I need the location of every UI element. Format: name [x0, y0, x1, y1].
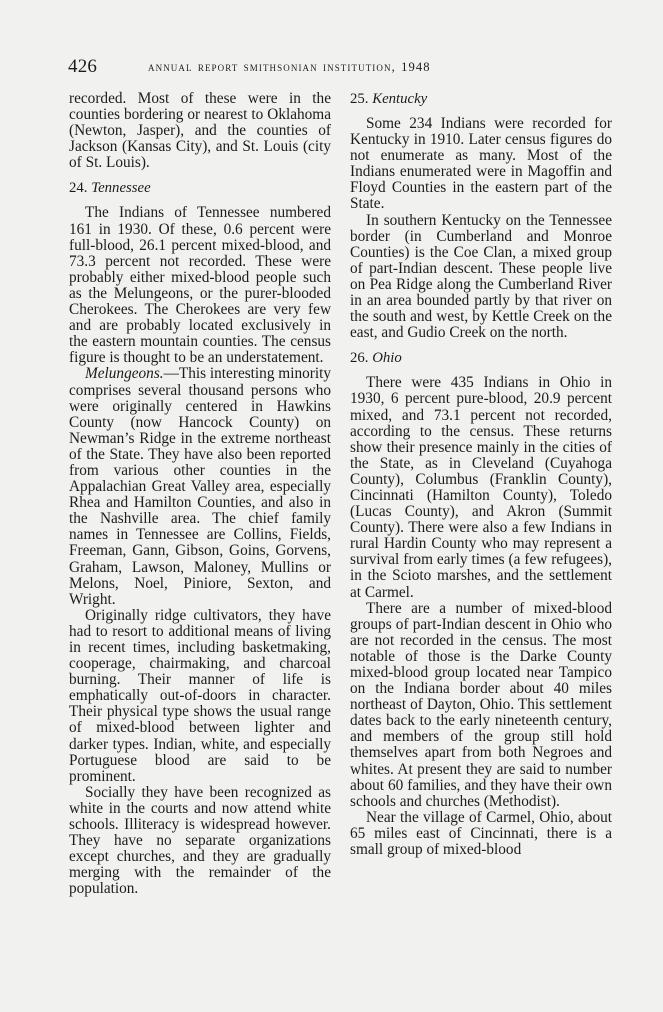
section-heading-ohio	[350, 350, 612, 366]
section-title: Ohio	[372, 350, 402, 367]
section-title: Kentucky	[372, 91, 428, 107]
right-column	[350, 91, 612, 858]
paragraph-melungeons	[69, 366, 331, 607]
running-title: annual report smithsonian institution, 1948	[148, 60, 431, 74]
melungeons-lead: Melungeons.	[85, 365, 164, 383]
section-heading-tennessee	[69, 180, 331, 196]
paragraph-darke-county: There are a number of mixed-blood groups of part-Indian descent in Ohio who are not recorded in the census. The most notable of those is the Darke County mixed-blood group located near Tampico on the Indiana border about 40 miles northeast of Dayton, Ohio. This settlement dates back to the early nineteenth century, and members of the group still hold themselves apart from both Negroes and whites. At present they are said to number about 60 families, and they have their own schools and churches (Methodist).	[350, 599, 612, 810]
page-number: 426	[68, 56, 98, 77]
paragraph-kentucky-census: Some 234 Indians were recorded for Kentucky in 1910. Later census figures do not enumerate as many. Most of the Indians enumerated were in Magoffin and Floyd Counties in the eastern part of the State.	[350, 115, 612, 213]
paragraph-tennessee-population: The Indians of Tennessee numbered 161 in 1930. Of these, 0.6 percent were full-blood, 26.1 percent mixed-blood, and 73.3 percent not recorded. These were probably either mixed-blood people such as the Melungeons, or the purer-blooded Cherokees. The Cherokees are very few and are probably located exclusively in the eastern mountain counties. The census figure is thought to be an understatement.	[69, 204, 331, 367]
paragraph-coe-clan: In southern Kentucky on the Tennessee border (in Cumberland and Monroe Counties) is the Coe Clan, a mixed group of part-Indian descent. These people live on Pea Ridge along the Cumberland River in an area bounded partly by that river on the south and west, by Kettle Creek on the east, and Gudio Creek on the north.	[350, 211, 612, 342]
section-number: 26.	[350, 350, 369, 367]
paragraph-ridge-cultivators: Originally ridge cultivators, they have had to resort to additional means of living in recent times, including basketmaking, cooperage, chairmaking, and charcoal burning. Their manner of life is emphatically out-of-doors in character. Their physical type shows the usual range of mixed-blood between lighter and darker types. Indian, white, and especially Portuguese blood are said to be prominent.	[69, 606, 331, 785]
left-column	[69, 91, 331, 898]
paragraph-carmel: Near the village of Carmel, Ohio, about 65 miles east of Cincinnati, there is a small group of mixed-blood	[350, 808, 612, 859]
paragraph-social-status: Socially they have been recognized as white in the courts and now attend white schools. Illiteracy is widespread however. They have no separate organizations except churches, and they are gradually merging with the remainder of the population.	[69, 783, 331, 898]
section-title: Tennessee	[91, 180, 151, 197]
running-head	[68, 56, 620, 78]
section-heading-kentucky	[350, 91, 612, 107]
paragraph-ohio-census: There were 435 Indians in Ohio in 1930, 6 percent pure-blood, 20.9 percent mixed, and 73.1 percent not recorded, according to the census. These returns show their presence mainly in the cities of the State, as in Cleveland (Cuyahoga County), Columbus (Franklin County), Cincinnati (Hamilton County), Toledo (Lucas County), and Akron (Summit County). There were also a few Indians in rural Hardin County who may represent a survival from early times (a few refugees), in the Scioto marshes, and the settlement at Carmel.	[350, 374, 612, 601]
section-number: 25.	[350, 91, 369, 107]
section-number: 24.	[69, 180, 88, 197]
melungeons-text: —This interesting minority comprises several thousand persons who were originally centered in Hawkins County (now Hancock County) on Newman’s Ridge in the extreme northeast of the State. They have also been reported from various other counties in the Appalachian Great Valley area, especially Rhea and Hamilton Counties, and also in the Nashville area. The chief family names in Tennessee are Collins, Fields, Freeman, Gann, Gibson, Goins, Gorvens, Graham, Lawson, Maloney, Mullins or Melons, Noel, Piniore, Sexton, and Wright.	[69, 365, 331, 608]
continuation-paragraph: recorded. Most of these were in the counties bordering or nearest to Oklahoma (Newton, Jasper), and the counties of Jackson (Kansas City), and St. Louis (city of St. Louis).	[69, 90, 331, 172]
